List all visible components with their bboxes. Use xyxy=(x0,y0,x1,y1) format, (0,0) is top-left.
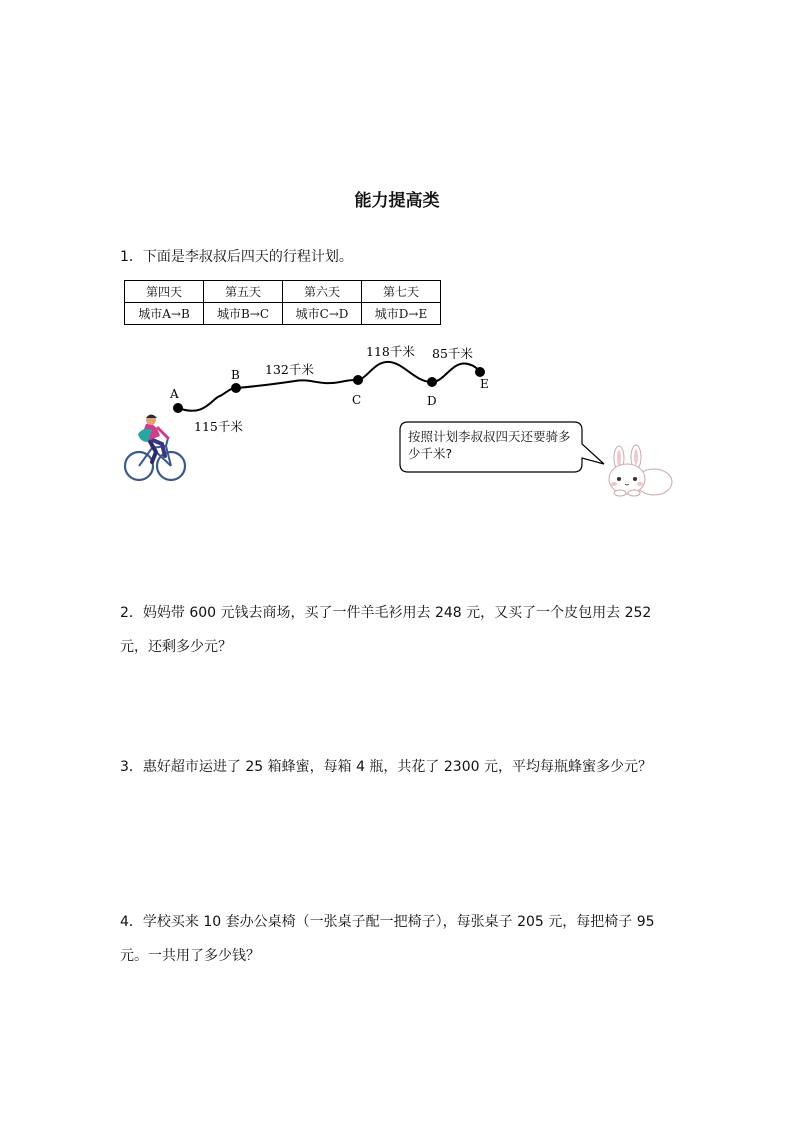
route-label-c: C xyxy=(352,393,362,407)
cyclist-icon xyxy=(125,415,185,481)
table-header-cell: 第五天 xyxy=(204,281,283,303)
question-1-text: 1．下面是李叔叔后四天的行程计划。 xyxy=(120,249,353,265)
route-label-a: A xyxy=(170,387,179,401)
distance-label-cd: 118千米 xyxy=(366,344,415,359)
table-header-cell: 第四天 xyxy=(125,281,204,303)
table-cell: 城市C→D xyxy=(283,303,362,325)
question-2-text: 2．妈妈带 600 元钱去商场，买了一件羊毛衫用去 248 元，又买了一个皮包用去 252 元，还剩多少元？ xyxy=(120,605,652,655)
distance-label-de: 85千米 xyxy=(432,346,473,361)
route-point-e xyxy=(475,367,485,377)
distance-label-bc: 132千米 xyxy=(265,362,314,377)
route-label-e: E xyxy=(480,377,489,391)
route-point-d xyxy=(427,377,437,387)
route-point-b xyxy=(231,383,241,393)
route-point-c xyxy=(353,375,363,385)
route-label-b: B xyxy=(231,368,240,382)
distance-label-ab: 115千米 xyxy=(194,419,243,434)
route-point-a xyxy=(173,403,183,413)
rabbit-icon xyxy=(609,445,672,496)
table-cell: 城市B→C xyxy=(204,303,283,325)
speech-bubble-text: 按照计划李叔叔四天还要骑多少千米? xyxy=(408,429,571,461)
question-3-text: 3．惠好超市运进了 25 箱蜂蜜，每箱 4 瓶，共花了 2300 元，平均每瓶蜂蜜多少元？ xyxy=(120,759,652,775)
page-title: 能力提高类 xyxy=(354,191,440,211)
route-label-d: D xyxy=(427,394,437,408)
table-header-cell: 第六天 xyxy=(283,281,362,303)
table-cell: 城市A→B xyxy=(125,303,204,325)
question-4-text: 4．学校买来 10 套办公桌椅（一张桌子配一把椅子），每张桌子 205 元，每把椅子 95 元。一共用了多少钱？ xyxy=(120,914,655,964)
table-cell: 城市D→E xyxy=(362,303,441,325)
table-header-cell: 第七天 xyxy=(362,281,441,303)
